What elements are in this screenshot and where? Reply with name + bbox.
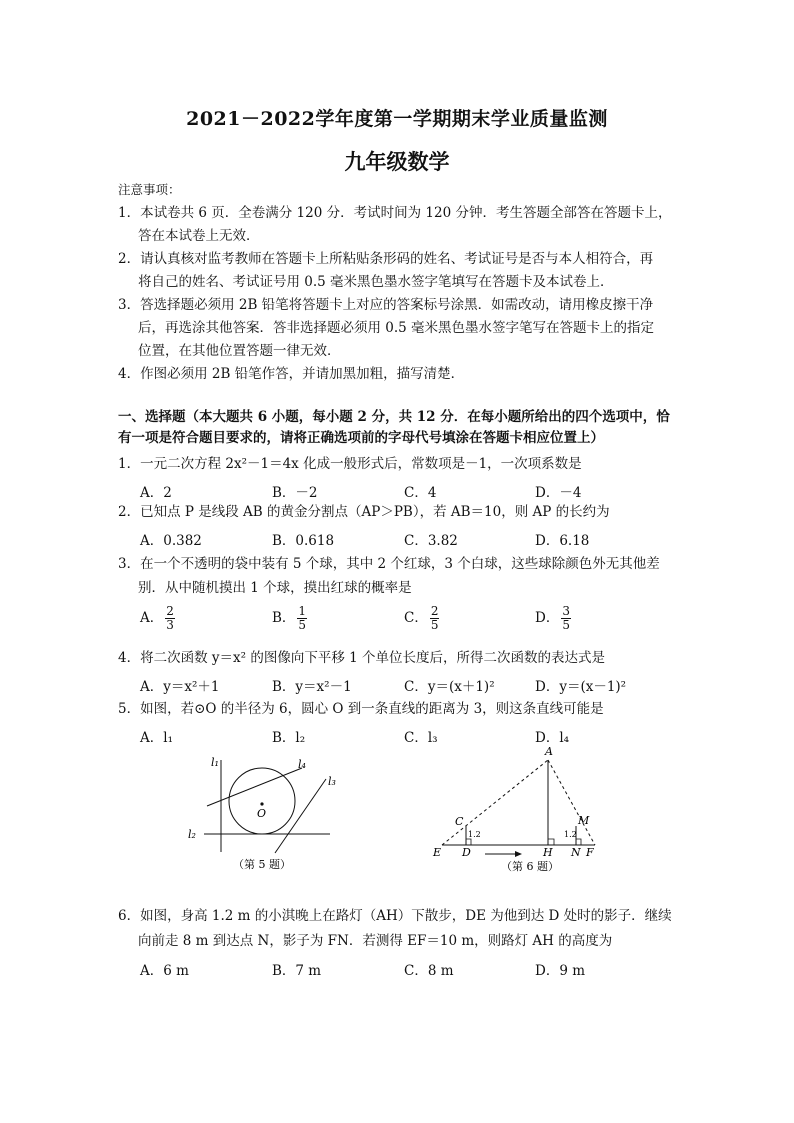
figure-5-caption: （第 5 题） bbox=[233, 858, 291, 871]
q3-option-c bbox=[404, 605, 439, 632]
notice-item-3-line-1: 3．答选择题必须用 2B 铅笔将答题卡上对应的答案标号涂黑．如需改动，请用橡皮擦干净 bbox=[118, 297, 654, 313]
exam-subtitle: 九年级数学 bbox=[344, 149, 450, 174]
q5-stem: 5．如图，若⊙O 的半径为 6，圆心 O 到一条直线的距离为 3，则这条直线可能是 bbox=[118, 701, 604, 717]
q4-option-c: C．y＝(x＋1)² bbox=[404, 679, 495, 695]
q1-option-a: A．2 bbox=[140, 485, 172, 501]
label-n: N bbox=[571, 846, 581, 859]
q6-option-a: A．6 m bbox=[140, 963, 189, 979]
q1-stem: 1．一元二次方程 2x²－1＝4x 化成一般形式后，常数项是－1，一次项系数是 bbox=[118, 456, 582, 472]
label-e: E bbox=[433, 846, 442, 859]
q3-option-b-fraction bbox=[297, 605, 307, 632]
q2-option-b: B．0.618 bbox=[272, 533, 335, 549]
notice-item-4-line-1: 4．作图必须用 2B 铅笔作答，并请加黑加粗，描写清楚． bbox=[118, 366, 465, 382]
fraction-denominator: 3 bbox=[166, 618, 174, 632]
notice-item-3-line-2: 后，再选涂其他答案．答非选择题必须用 0.5 毫米黑色墨水签字笔写在答题卡上的指定 bbox=[138, 320, 655, 336]
q1-option-b: B．－2 bbox=[272, 485, 318, 501]
q6-option-c: C．8 m bbox=[404, 963, 454, 979]
q6-option-b: B．7 m bbox=[272, 963, 322, 979]
q4-option-a: A．y＝x²＋1 bbox=[140, 679, 220, 695]
q6-stem-line-2: 向前走 8 m 到达点 N，影子为 FN．若测得 EF＝10 m，则路灯 AH 的高度为 bbox=[138, 933, 613, 949]
height-label-n: 1.2 bbox=[564, 830, 577, 839]
q3-option-b-label: B． bbox=[272, 610, 296, 626]
q5-option-a: A．l₁ bbox=[140, 730, 173, 746]
center-point-o bbox=[260, 802, 263, 805]
label-c: C bbox=[455, 815, 464, 828]
arrow-head bbox=[515, 851, 522, 857]
notice-item-1-line-1: 1．本试卷共 6 页．全卷满分 120 分．考试时间为 120 分钟．考生答题全部答在答题卡上， bbox=[118, 205, 672, 221]
figure-5 bbox=[178, 752, 348, 882]
fraction-denominator: 5 bbox=[298, 618, 307, 632]
q5-option-b: B．l₂ bbox=[272, 730, 306, 746]
section1-intro-line-2: 有一项是符合题目要求的，请将正确选项前的字母代号填涂在答题卡相应位置上） bbox=[118, 430, 604, 446]
right-angle-n bbox=[576, 839, 581, 845]
right-angle-d bbox=[466, 839, 471, 845]
q2-stem: 2．已知点 P 是线段 AB 的黄金分割点（AP＞PB），若 AB＝10，则 AP 的长约为 bbox=[118, 504, 610, 520]
q2-option-c: C．3.82 bbox=[404, 533, 458, 549]
q6-option-d: D．9 m bbox=[535, 963, 586, 979]
label-l3: l₃ bbox=[328, 775, 336, 788]
label-a: A bbox=[545, 745, 553, 758]
q3-stem-line-2: 别．从中随机摸出 1 个球，摸出红球的概率是 bbox=[138, 580, 412, 596]
label-l2: l₂ bbox=[188, 828, 196, 841]
label-f: F bbox=[586, 846, 594, 859]
q3-option-c-label: C． bbox=[404, 610, 428, 626]
right-angle-h bbox=[548, 839, 554, 845]
q1-option-c: C．4 bbox=[404, 485, 437, 501]
q5-option-c: C．l₃ bbox=[404, 730, 438, 746]
notice-item-1-line-2: 答在本试卷上无效． bbox=[138, 228, 260, 244]
q4-stem: 4．将二次函数 y＝x² 的图像向下平移 1 个单位长度后，所得二次函数的表达式是 bbox=[118, 650, 605, 666]
fraction-numerator: 1 bbox=[298, 604, 307, 618]
notice-heading: 注意事项： bbox=[118, 182, 181, 197]
height-label-d: 1.2 bbox=[468, 830, 481, 839]
light-ray-ae bbox=[442, 760, 548, 845]
notice-item-2-line-1: 2．请认真核对监考教师在答题卡上所粘贴条形码的姓名、考试证号是否与本人相符合，再 bbox=[118, 251, 654, 267]
q3-option-a-fraction bbox=[165, 605, 175, 632]
fraction-numerator: 3 bbox=[562, 604, 570, 618]
q4-option-b: B．y＝x²－1 bbox=[272, 679, 352, 695]
q3-option-d-fraction bbox=[561, 605, 571, 632]
q4-option-d: D．y＝(x－1)² bbox=[535, 679, 627, 695]
fraction-numerator: 2 bbox=[430, 604, 439, 618]
label-m: M bbox=[578, 814, 590, 827]
label-o: O bbox=[257, 807, 267, 820]
q3-option-a bbox=[140, 605, 175, 632]
label-h: H bbox=[543, 846, 553, 859]
q2-option-a: A．0.382 bbox=[140, 533, 202, 549]
label-l1: l₁ bbox=[211, 756, 219, 769]
notice-item-3-line-3: 位置，在其他位置答题一律无效． bbox=[138, 343, 341, 359]
notice-item-2-line-2: 将自己的姓名、考试证号用 0.5 毫米黑色墨水签字笔填写在答题卡及本试卷上． bbox=[138, 274, 614, 290]
fraction-numerator: 2 bbox=[166, 604, 174, 618]
exam-title: 2021－2022学年度第一学期期末学业质量监测 bbox=[186, 108, 608, 130]
fraction-denominator: 5 bbox=[562, 618, 570, 632]
q1-option-d: D．－4 bbox=[535, 485, 582, 501]
figure-6 bbox=[428, 744, 608, 878]
fraction-denominator: 5 bbox=[430, 618, 439, 632]
q3-option-c-fraction bbox=[430, 605, 440, 632]
figure-6-caption: （第 6 题） bbox=[501, 860, 559, 873]
q3-option-d bbox=[535, 605, 571, 632]
q3-stem-line-1: 3．在一个不透明的袋中装有 5 个球，其中 2 个红球，3 个白球，这些球除颜色外无其他差 bbox=[118, 556, 660, 572]
q3-option-b bbox=[272, 605, 307, 632]
circle-o bbox=[229, 768, 295, 834]
section1-intro-line-1: 一、选择题（本大题共 6 小题，每小题 2 分，共 12 分．在每小题所给出的四个选项中，恰 bbox=[118, 409, 670, 425]
q2-option-d: D．6.18 bbox=[535, 533, 590, 549]
q6-stem-line-1: 6．如图，身高 1.2 m 的小淇晚上在路灯（AH）下散步，DE 为他到达 D 处时的影子．继续 bbox=[118, 908, 672, 924]
q3-option-a-label: A． bbox=[140, 610, 164, 626]
q5-option-d: D．l₄ bbox=[535, 730, 570, 746]
label-d: D bbox=[462, 846, 471, 859]
label-l4: l₄ bbox=[298, 758, 306, 771]
q3-option-d-label: D． bbox=[535, 610, 560, 626]
line-l3 bbox=[275, 779, 326, 853]
